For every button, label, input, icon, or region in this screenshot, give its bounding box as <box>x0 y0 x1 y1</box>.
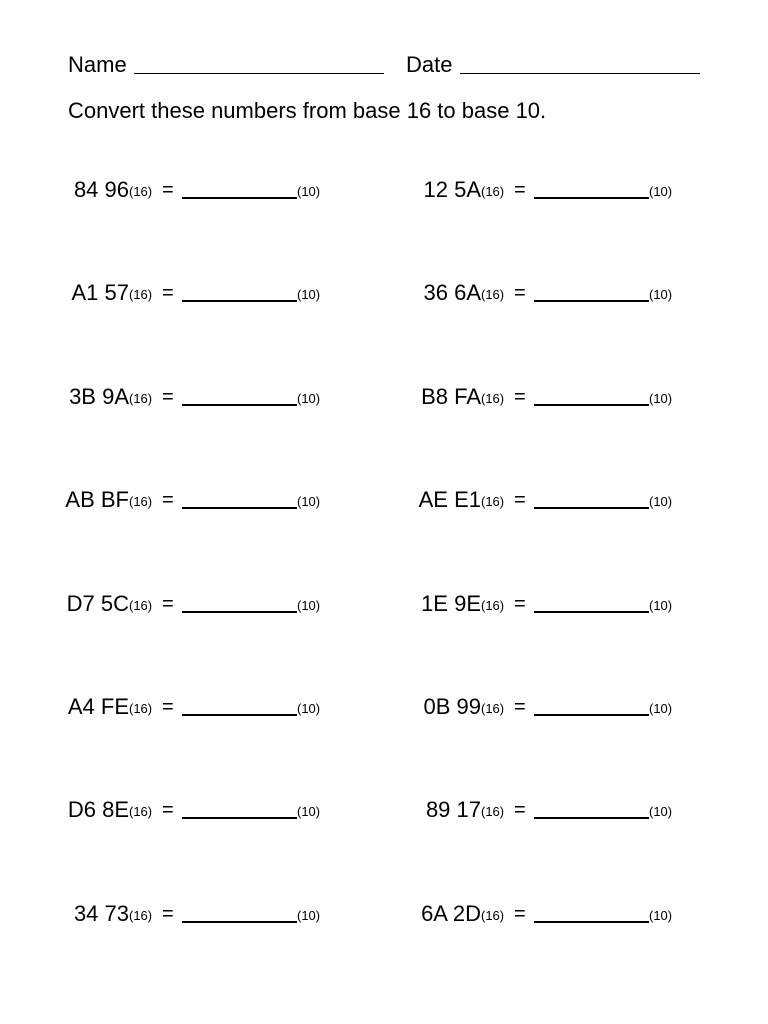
equals-sign: = <box>514 489 526 511</box>
hex-value: 1E 9E <box>421 591 481 616</box>
answer-blank[interactable] <box>534 404 649 406</box>
base-16-subscript: (16) <box>129 598 153 613</box>
base-16-subscript: (16) <box>481 391 505 406</box>
answer-blank[interactable] <box>182 507 297 509</box>
problem-item <box>0 901 384 941</box>
equals-sign: = <box>162 386 174 408</box>
base-10-subscript: (10) <box>649 598 673 613</box>
base-10-subscript: (10) <box>649 391 673 406</box>
base-16-subscript: (16) <box>481 287 505 302</box>
problem-item <box>0 694 384 734</box>
base-10-subscript: (10) <box>297 494 321 509</box>
problem-item <box>352 591 736 631</box>
problem-item <box>0 591 384 631</box>
answer-blank[interactable] <box>534 611 649 613</box>
hex-value: 34 73 <box>73 901 129 926</box>
problem-item <box>0 384 384 424</box>
hex-value: 12 5A <box>423 177 481 202</box>
answer-blank[interactable] <box>534 300 649 302</box>
answer-blank[interactable] <box>182 300 297 302</box>
problem-item <box>352 384 736 424</box>
equals-sign: = <box>514 696 526 718</box>
hex-value: 0B 99 <box>423 694 481 719</box>
hex-value: AE E1 <box>418 487 481 512</box>
problem-item <box>0 487 384 527</box>
answer-blank[interactable] <box>182 714 297 716</box>
hex-value: 36 6A <box>423 280 481 305</box>
problem-item <box>0 177 384 217</box>
equals-sign: = <box>514 282 526 304</box>
hex-value: A1 57 <box>71 280 129 305</box>
base-16-subscript: (16) <box>129 494 153 509</box>
base-10-subscript: (10) <box>297 598 321 613</box>
answer-blank[interactable] <box>182 197 297 199</box>
base-10-subscript: (10) <box>649 804 673 819</box>
problem-item <box>352 487 736 527</box>
equals-sign: = <box>162 696 174 718</box>
problem-item <box>0 280 384 320</box>
base-16-subscript: (16) <box>481 494 505 509</box>
hex-value: 89 17 <box>425 797 481 822</box>
base-10-subscript: (10) <box>297 184 321 199</box>
base-16-subscript: (16) <box>129 184 153 199</box>
equals-sign: = <box>162 903 174 925</box>
base-10-subscript: (10) <box>649 494 673 509</box>
equals-sign: = <box>162 799 174 821</box>
base-10-subscript: (10) <box>297 804 321 819</box>
problem-item <box>352 280 736 320</box>
problem-item <box>352 901 736 941</box>
base-10-subscript: (10) <box>297 701 321 716</box>
answer-blank[interactable] <box>182 921 297 923</box>
base-10-subscript: (10) <box>649 287 673 302</box>
answer-blank[interactable] <box>534 197 649 199</box>
date-label: Date <box>406 52 453 77</box>
base-10-subscript: (10) <box>649 184 673 199</box>
equals-sign: = <box>514 799 526 821</box>
equals-sign: = <box>162 282 174 304</box>
equals-sign: = <box>514 903 526 925</box>
base-10-subscript: (10) <box>297 391 321 406</box>
equals-sign: = <box>162 489 174 511</box>
hex-value: 6A 2D <box>421 901 481 926</box>
problem-item <box>352 797 736 837</box>
answer-blank[interactable] <box>182 817 297 819</box>
answer-blank[interactable] <box>534 714 649 716</box>
equals-sign: = <box>514 593 526 615</box>
problem-item <box>352 177 736 217</box>
equals-sign: = <box>162 593 174 615</box>
base-10-subscript: (10) <box>649 701 673 716</box>
problem-item <box>0 797 384 837</box>
hex-value: D6 8E <box>67 797 129 822</box>
base-16-subscript: (16) <box>129 391 153 406</box>
hex-value: AB BF <box>65 487 129 512</box>
base-16-subscript: (16) <box>481 184 505 199</box>
base-16-subscript: (16) <box>129 701 153 716</box>
instructions: Convert these numbers from base 16 to base 10. <box>68 98 547 123</box>
answer-blank[interactable] <box>182 404 297 406</box>
answer-blank[interactable] <box>534 921 649 923</box>
name-label: Name <box>68 52 127 77</box>
answer-blank[interactable] <box>534 817 649 819</box>
base-10-subscript: (10) <box>297 908 321 923</box>
base-10-subscript: (10) <box>297 287 321 302</box>
equals-sign: = <box>514 386 526 408</box>
answer-blank[interactable] <box>534 507 649 509</box>
hex-value: 84 96 <box>73 177 129 202</box>
hex-value: B8 FA <box>421 384 481 409</box>
equals-sign: = <box>162 179 174 201</box>
base-16-subscript: (16) <box>481 598 505 613</box>
base-10-subscript: (10) <box>649 908 673 923</box>
base-16-subscript: (16) <box>481 701 505 716</box>
base-16-subscript: (16) <box>481 804 505 819</box>
problem-item <box>352 694 736 734</box>
base-16-subscript: (16) <box>129 908 153 923</box>
base-16-subscript: (16) <box>481 908 505 923</box>
base-16-subscript: (16) <box>129 804 153 819</box>
hex-value: A4 FE <box>67 694 129 719</box>
hex-value: D7 5C <box>66 591 129 616</box>
equals-sign: = <box>514 179 526 201</box>
answer-blank[interactable] <box>182 611 297 613</box>
base-16-subscript: (16) <box>129 287 153 302</box>
hex-value: 3B 9A <box>69 384 129 409</box>
